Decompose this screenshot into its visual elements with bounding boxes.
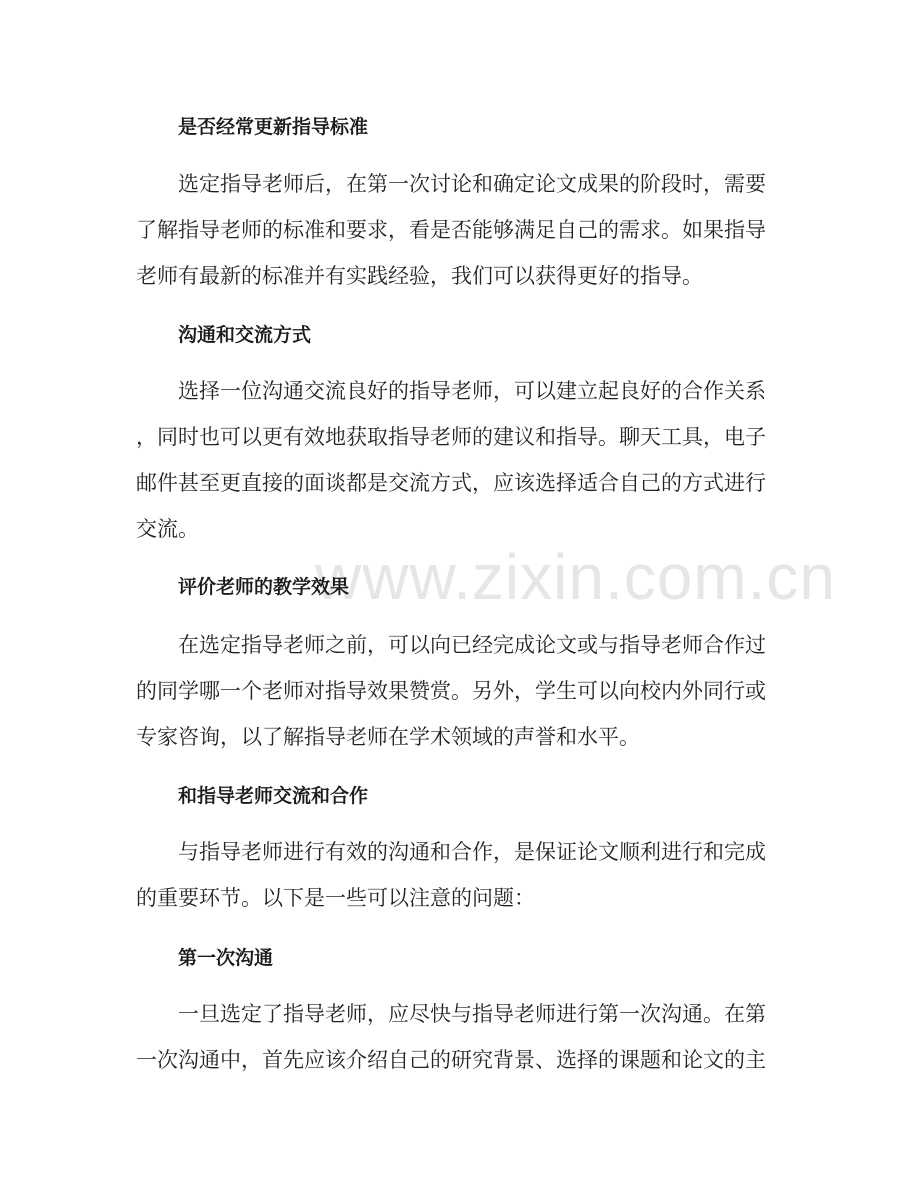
- section-paragraph: [136, 368, 776, 552]
- paragraph-line: 的同学哪一个老师对指导效果赞赏。另外，学生可以向校内外同行或: [136, 679, 766, 703]
- section-heading: 是否经常更新指导标准: [178, 116, 369, 138]
- section-heading: 第一次沟通: [178, 947, 274, 969]
- paragraph-line: 了解指导老师的标准和要求，看是否能够满足自己的需求。如果指导: [136, 218, 766, 242]
- paragraph-line: 选择一位沟通交流良好的指导老师，可以建立起良好的合作关系: [178, 379, 766, 403]
- paragraph-line: 邮件甚至更直接的面谈都是交流方式，应该选择适合自己的方式进行: [136, 471, 766, 495]
- paragraph-line: 一次沟通中，首先应该介绍自己的研究背景、选择的课题和论文的主: [136, 1048, 766, 1072]
- watermark: www.zixin.com.cn: [315, 541, 836, 613]
- paragraph-line: 在选定指导老师之前，可以向已经完成论文或与指导老师合作过: [178, 633, 766, 657]
- paragraph-line: ，同时也可以更有效地获取指导老师的建议和指导。聊天工具，电子: [136, 425, 766, 449]
- section-heading: 评价老师的教学效果: [178, 576, 350, 598]
- paragraph-line: 专家咨询，以了解指导老师在学术领域的声誉和水平。: [136, 725, 640, 749]
- paragraph-line: 与指导老师进行有效的沟通和合作，是保证论文顺利进行和完成: [178, 840, 766, 864]
- paragraph-line: 老师有最新的标准并有实践经验，我们可以获得更好的指导。: [136, 264, 703, 288]
- paragraph-line: 一旦选定了指导老师，应尽快与指导老师进行第一次沟通。在第: [178, 1002, 766, 1026]
- section-paragraph: [136, 991, 776, 1083]
- section-heading: 沟通和交流方式: [178, 324, 312, 346]
- section-paragraph: [136, 161, 776, 299]
- paragraph-line: 的重要环节。以下是一些可以注意的问题：: [136, 886, 535, 910]
- paragraph-line: 选定指导老师后，在第一次讨论和确定论文成果的阶段时，需要: [178, 172, 766, 196]
- section-paragraph: [136, 829, 776, 921]
- section-heading: 和指导老师交流和合作: [178, 785, 369, 807]
- paragraph-line: 交流。: [136, 517, 199, 541]
- section-paragraph: [136, 622, 776, 760]
